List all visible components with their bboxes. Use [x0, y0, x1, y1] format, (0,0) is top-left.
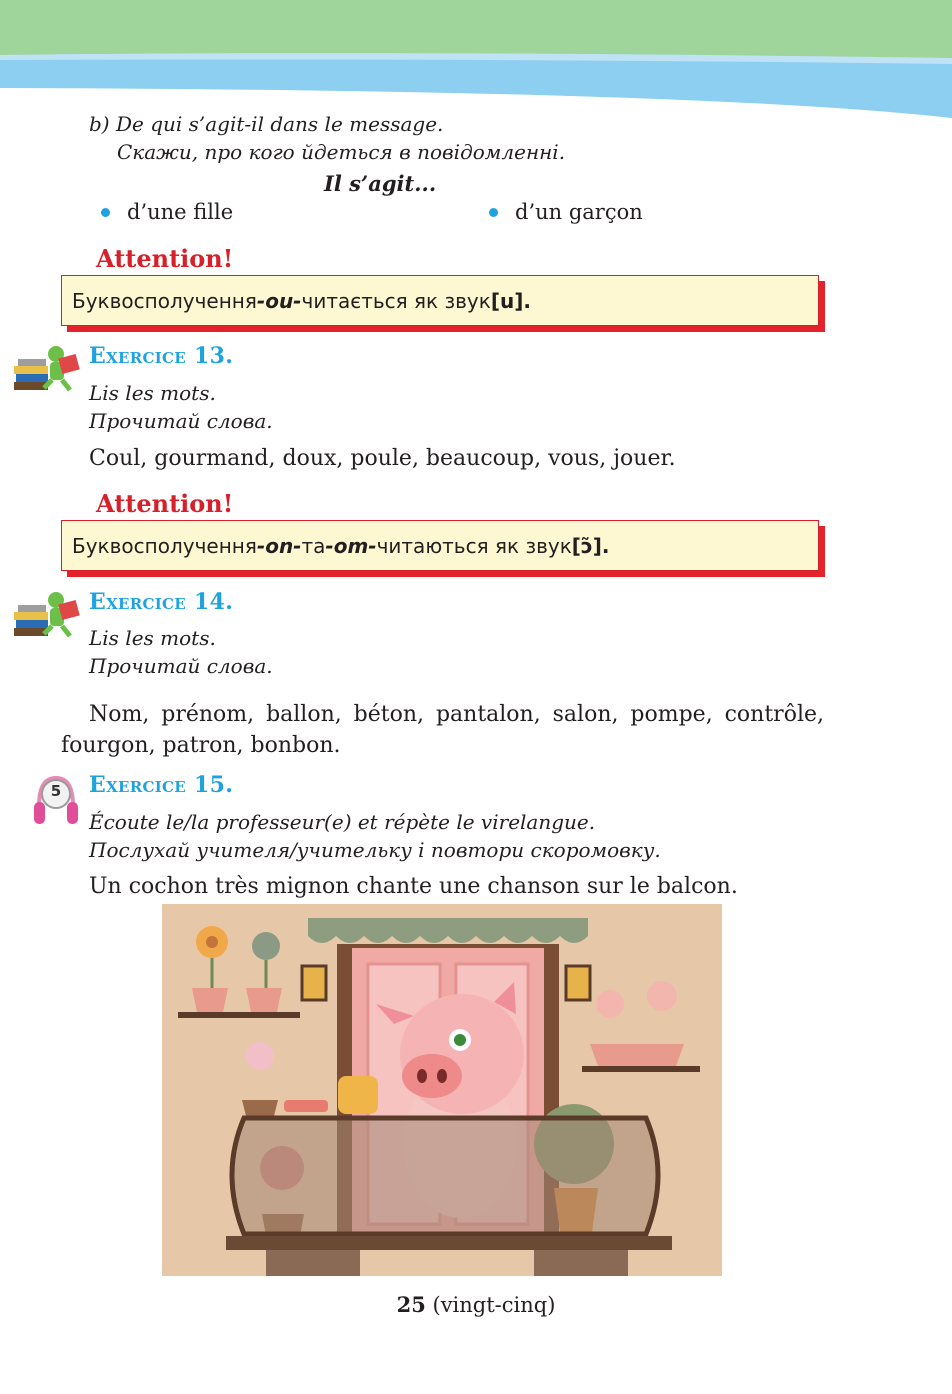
task-b-french: b) De qui s’agit-il dans le message.	[89, 112, 444, 136]
page-footer	[0, 1292, 952, 1317]
option-label: d’un garçon	[515, 200, 643, 224]
note-letters: -on-	[256, 533, 302, 558]
attention-note-2	[61, 520, 819, 571]
bullet-icon	[101, 208, 110, 217]
exercise-13-words: Coul, gourmand, doux, poule, beaucoup, vous, jouer.	[89, 446, 676, 471]
option-girl	[101, 200, 233, 224]
reading-books-icon	[12, 342, 82, 394]
exercise-15-instruction-fr: Écoute le/la professeur(e) et répète le virelangue.	[89, 810, 596, 834]
exercise-13-instruction-fr: Lis les mots.	[89, 381, 216, 405]
task-b-ukrainian: Скажи, про кого йдеться в повідомленні.	[117, 140, 566, 164]
attention-heading-1: Attention!	[96, 244, 234, 273]
page-number-words: (vingt-cinq)	[432, 1293, 556, 1317]
note-sound: [u].	[490, 288, 531, 313]
exercise-15-instruction-ua: Послухай учителя/учительку і повтори скоромовку.	[89, 838, 661, 862]
exercise-14-words-line2: fourgon, patron, bonbon.	[61, 733, 341, 758]
exercise-number: 14.	[194, 589, 234, 615]
page-number: 25	[396, 1292, 426, 1317]
exercise-number: 13.	[194, 343, 234, 369]
note-text: читається як звук	[301, 288, 491, 313]
exercise-14-instruction-fr: Lis les mots.	[89, 626, 216, 650]
header-band	[0, 0, 952, 120]
note-text: читаються як звук	[376, 533, 572, 558]
note-text: та	[301, 533, 326, 558]
headphones-audio-icon	[33, 772, 79, 830]
audio-track-number: 5	[50, 782, 62, 800]
exercise-13-title	[89, 343, 233, 369]
exercise-word: Exercice	[89, 772, 187, 798]
option-label: d’une fille	[127, 200, 234, 224]
note-text: Буквосполучення	[72, 288, 257, 313]
pig-balcony-illustration	[162, 904, 722, 1276]
exercise-14-instruction-ua: Прочитай слова.	[89, 654, 273, 678]
attention-heading-2: Attention!	[96, 489, 234, 518]
exercise-14-words-line1: Nom, prénom, ballon, béton, pantalon, salon, pompe, contrôle,	[89, 702, 824, 727]
exercise-13-instruction-ua: Прочитай слова.	[89, 409, 273, 433]
bullet-icon	[489, 208, 498, 217]
note-letters: -om-	[325, 533, 377, 558]
reading-books-icon	[12, 588, 82, 640]
exercise-14-title	[89, 589, 233, 615]
exercise-number: 15.	[194, 772, 234, 798]
note-letters: -ou-	[256, 288, 302, 313]
option-boy	[489, 200, 643, 224]
exercise-word: Exercice	[89, 589, 187, 615]
note-text: Буквосполучення	[72, 533, 257, 558]
exercise-word: Exercice	[89, 343, 187, 369]
attention-note-1	[61, 275, 819, 326]
note-sound: [ɔ̃].	[571, 533, 610, 558]
exercise-15-title	[89, 772, 233, 798]
exercise-15-tongue-twister: Un cochon très mignon chante une chanson sur le balcon.	[89, 874, 738, 899]
task-b-prompt: Il s’agit...	[324, 171, 437, 196]
